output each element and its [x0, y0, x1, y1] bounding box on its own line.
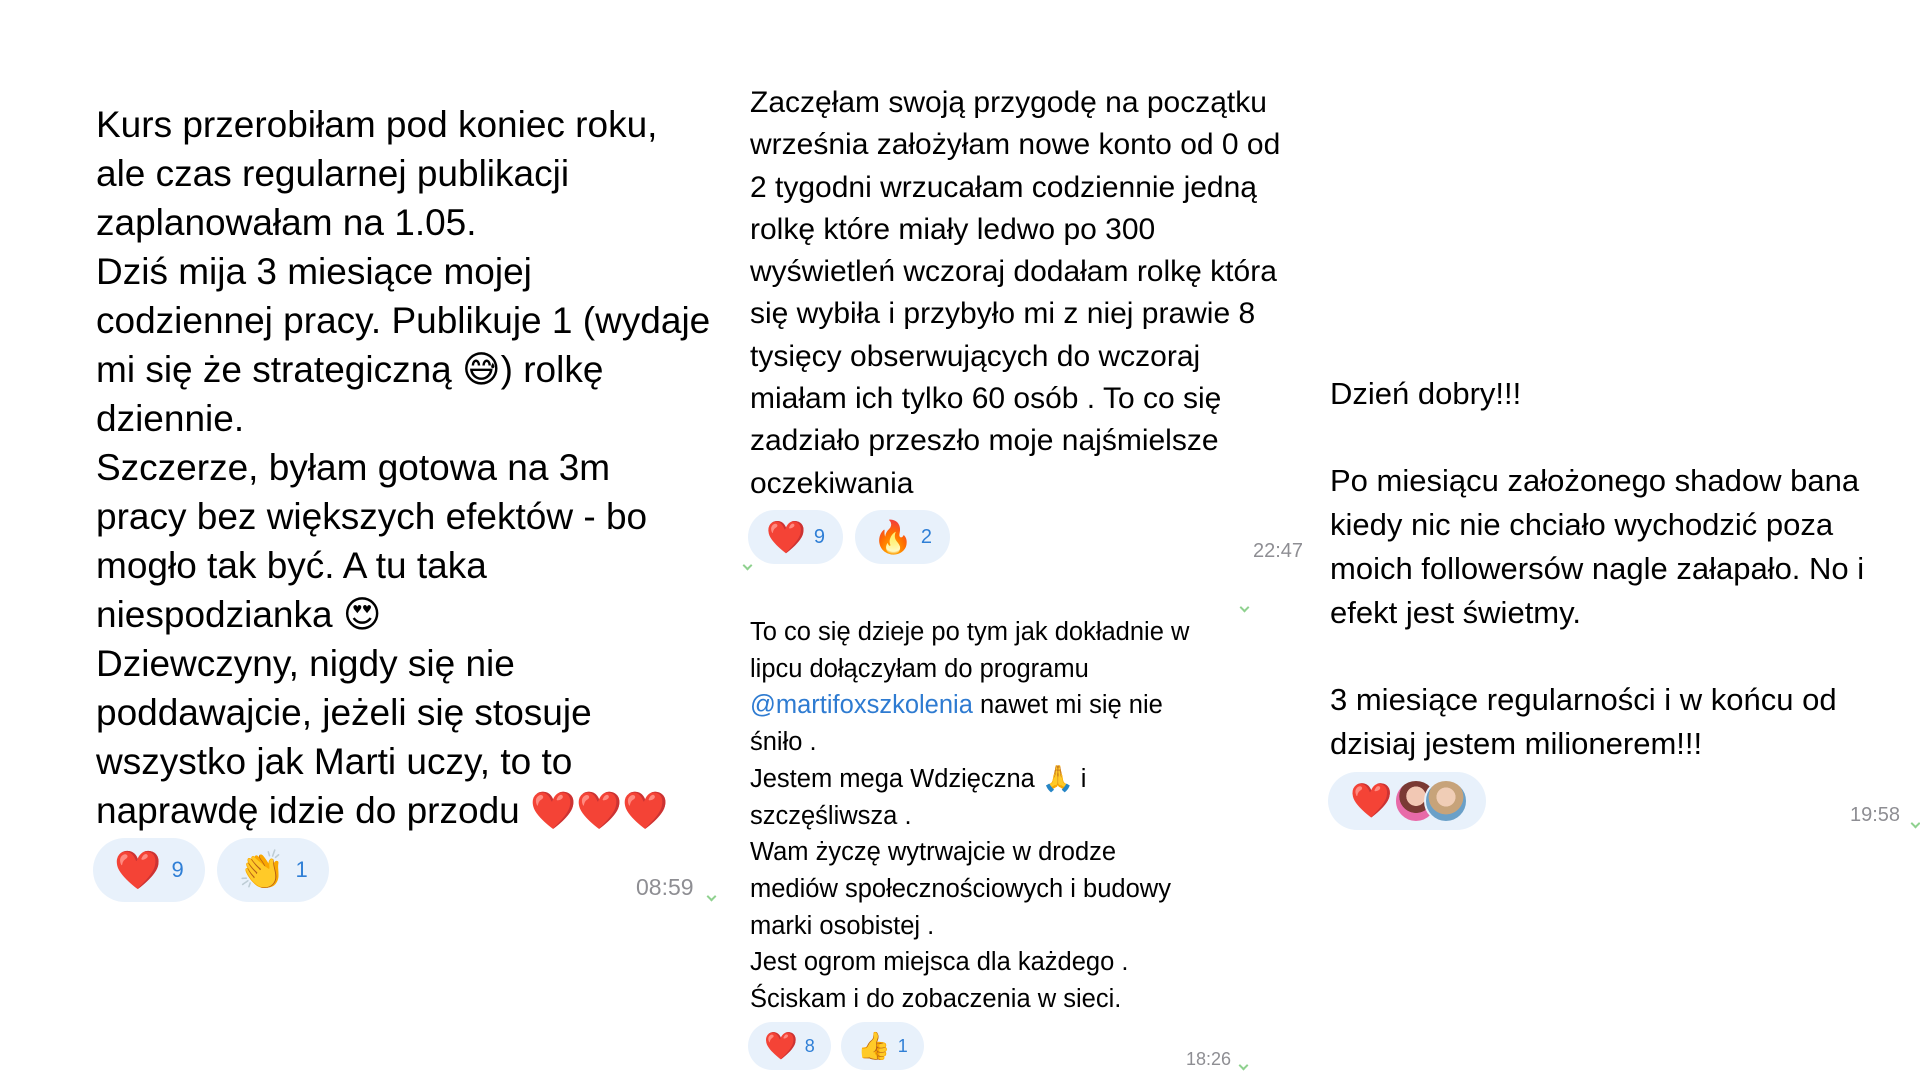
message-line: Wam życzę wytrwajcie w drodze — [750, 838, 1117, 867]
reaction-heart-button[interactable] — [93, 838, 205, 902]
check-icon — [1239, 1061, 1249, 1071]
heart-icon: ❤️ — [766, 518, 806, 556]
reaction-count: 1 — [295, 857, 308, 882]
message-line: marki osobistej . — [750, 911, 935, 940]
message-line: niespodzianka 😍 — [96, 594, 382, 635]
message-line: Szczerze, byłam gotowa na 3m — [96, 447, 611, 488]
message-timestamp: 08:59 — [636, 874, 694, 900]
reactor-avatar[interactable] — [1424, 779, 1468, 823]
message-timestamp: 19:58 — [1850, 804, 1901, 826]
message-line: mogło tak być. A tu taka — [96, 545, 487, 586]
message-4-reactions — [1328, 772, 1486, 830]
message-line: pracy bez większych efektów - bo — [96, 496, 648, 537]
message-line: Dziś mija 3 miesiące mojej — [96, 251, 532, 292]
reaction-thumbs-up-button[interactable] — [841, 1022, 924, 1070]
message-line: Dzień dobry!!! — [1330, 376, 1522, 411]
message-line: tysięcy obserwujących do wczoraj — [750, 339, 1201, 373]
message-line: Zaczęłam swoją przygodę na początku — [750, 86, 1267, 119]
message-2-text — [750, 82, 1320, 505]
message-line: poddawajcie, jeżeli się stosuje — [96, 692, 592, 733]
message-line: Dziewczyny, nigdy się nie — [96, 643, 515, 684]
message-fragment: nawet mi się nie — [972, 691, 1163, 720]
message-line: lipcu dołączyłam do programu — [750, 654, 1089, 683]
message-line: rolkę które miały ledwo po 300 — [750, 212, 1156, 246]
message-3-text — [750, 614, 1270, 1018]
message-line: się wybiła i przybyło mi z niej prawie 8 — [750, 297, 1256, 331]
check-icon — [1911, 819, 1920, 829]
message-line: efekt jest świetmy. — [1330, 594, 1581, 630]
reaction-fire-button[interactable] — [855, 510, 950, 564]
clapping-hands-icon: 👏 — [238, 848, 286, 892]
message-timestamp: 18:26 — [1186, 1049, 1232, 1069]
reaction-heart-button[interactable] — [748, 1022, 831, 1070]
reaction-heart-button[interactable] — [748, 510, 843, 564]
message-line — [750, 687, 1270, 724]
message-line: moich followersów nagle załapało. No i — [1330, 550, 1865, 586]
message-line: dzisiaj jestem milionerem!!! — [1330, 725, 1703, 761]
message-line: 3 miesiące regularności i w końcu od — [1330, 681, 1837, 717]
reaction-count: 9 — [171, 857, 184, 882]
message-timestamp: 22:47 — [1253, 540, 1304, 562]
message-line: wszystko jak Marti uczy, to to — [96, 741, 573, 782]
heart-icon: ❤️ — [1350, 781, 1393, 821]
message-line: szczęśliwsza . — [750, 801, 912, 830]
message-line: ale czas regularnej publikacji — [96, 153, 570, 194]
message-line: naprawdę idzie do przodu ❤️❤️❤️ — [96, 790, 669, 831]
reaction-count: 8 — [804, 1035, 815, 1056]
message-line: zadziało przeszło moje najśmielsze — [750, 424, 1219, 458]
reaction-heart-button[interactable] — [1328, 772, 1486, 830]
message-1-reactions — [93, 838, 341, 902]
fire-icon: 🔥 — [873, 518, 913, 556]
check-icon — [707, 892, 717, 902]
reaction-count: 9 — [813, 525, 825, 548]
message-line: śniło . — [750, 728, 817, 757]
message-line: To co się dzieje po tym jak dokładnie w — [750, 618, 1190, 646]
message-line: codziennej pracy. Publikuje 1 (wydaje — [96, 300, 711, 341]
message-line: miałam ich tylko 60 osób . To co się — [750, 382, 1222, 416]
message-line: oczekiwania — [750, 466, 914, 500]
thumbs-up-icon: 👍 — [857, 1030, 891, 1062]
message-line: Kurs przerobiłam pod koniec roku, — [96, 104, 658, 145]
message-2-reactions — [748, 510, 962, 564]
message-line: Ściskam i do zobaczenia w sieci. — [750, 985, 1122, 1014]
message-line: 2 tygodni wrzucałam codziennie jedną — [750, 170, 1257, 204]
message-line: wyświetleń wczoraj dodałam rolkę która — [750, 255, 1277, 289]
message-line: zaplanowałam na 1.05. — [96, 202, 477, 243]
message-line — [1330, 634, 1920, 678]
heart-icon: ❤️ — [114, 848, 162, 892]
message-line: Jest ogrom miejsca dla każdego . — [750, 948, 1129, 977]
cropped-author-name — [749, 56, 909, 70]
message-line: mediów społecznościowych i budowy — [750, 874, 1171, 903]
message-3-reactions — [748, 1022, 934, 1070]
message-line: września założyłam nowe konto od 0 od — [750, 128, 1281, 162]
message-4-text — [1330, 372, 1920, 765]
reaction-count: 1 — [897, 1035, 908, 1056]
message-line: dziennie. — [96, 398, 245, 439]
reaction-count: 2 — [920, 525, 932, 548]
message-line: kiedy nic nie chciało wychodzić poza — [1330, 507, 1834, 543]
check-icon — [1240, 603, 1250, 613]
heart-icon: ❤️ — [764, 1030, 798, 1062]
reaction-clap-button[interactable] — [217, 838, 329, 902]
message-line — [1330, 416, 1920, 460]
message-line: Po miesiącu założonego shadow bana — [1330, 463, 1860, 499]
message-line: mi się że strategiczną 😅) rolkę — [96, 349, 604, 390]
message-1-text — [96, 100, 711, 835]
message-line: Jestem mega Wdzięczna 🙏 i — [750, 764, 1087, 793]
mention-link[interactable]: @martifoxszkolenia — [750, 691, 973, 720]
